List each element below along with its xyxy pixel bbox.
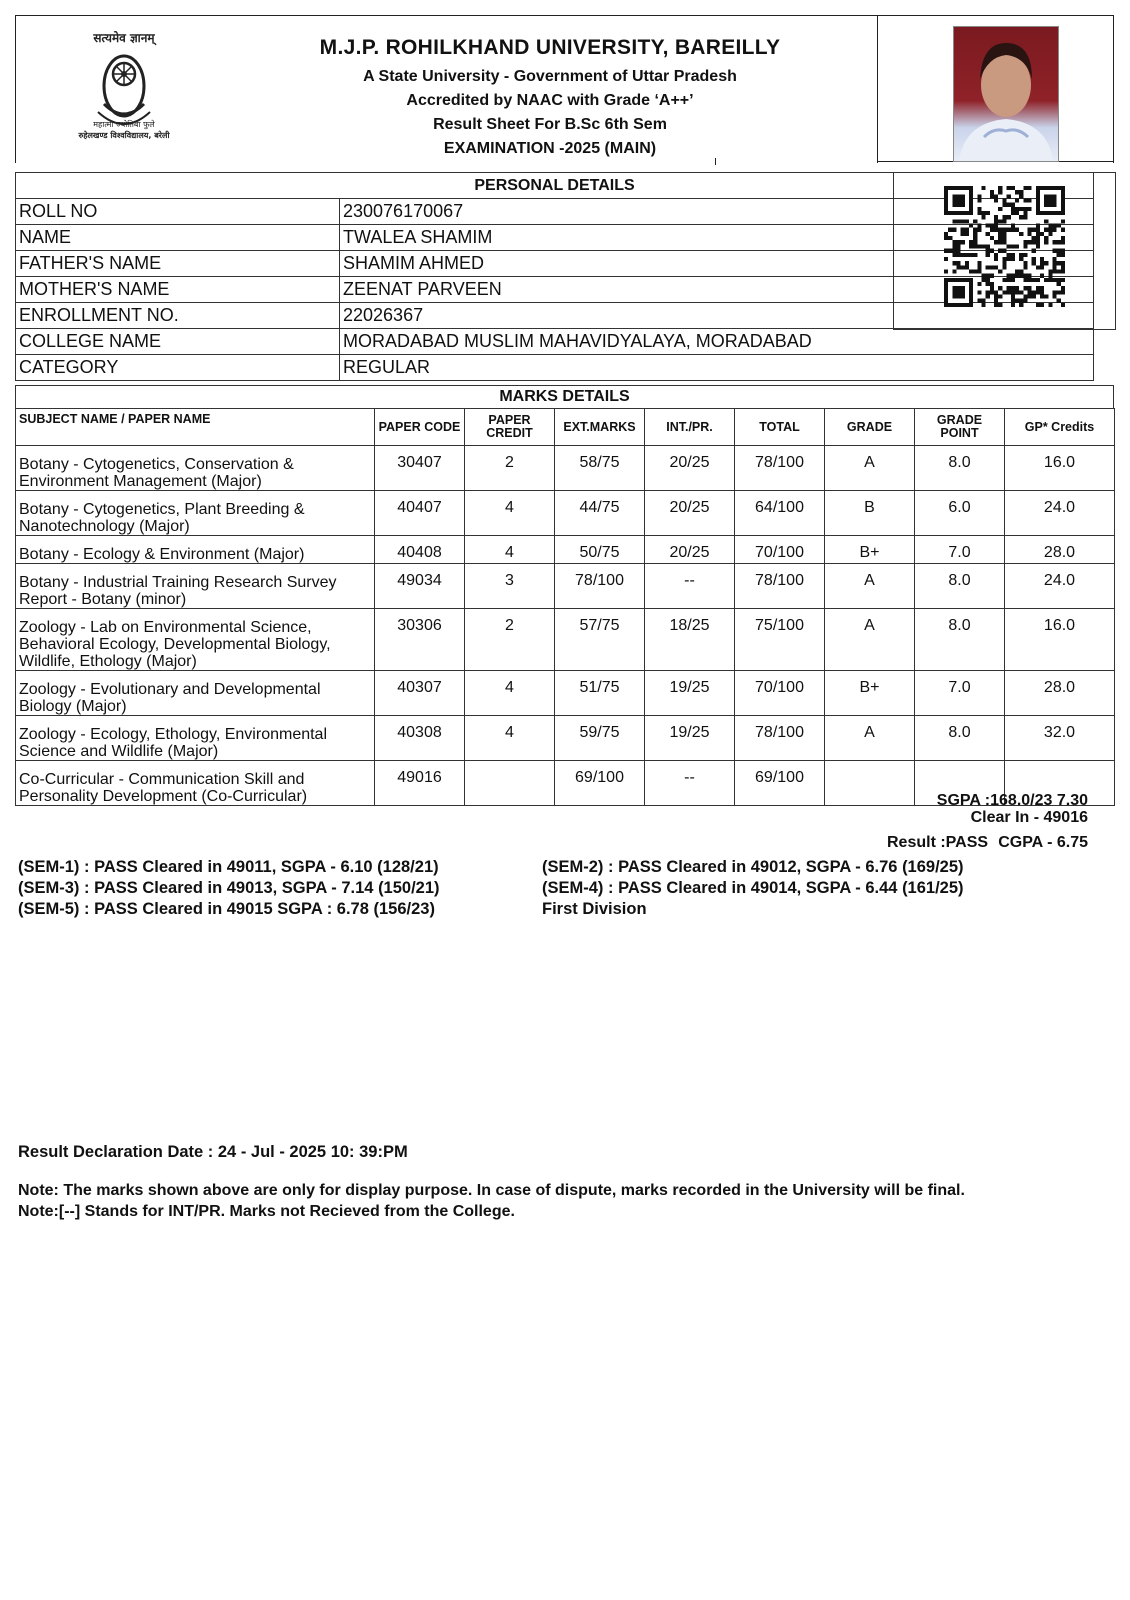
table-row [16,671,1115,716]
marks-cell-ext: 69/100 [555,761,645,806]
marks-cell-credit [465,761,555,806]
sem-4-result: (SEM-4) : PASS Cleared in 49014, SGPA - 6.44 (161/25) [542,879,964,897]
marks-cell-grade: B+ [825,671,915,716]
marks-cell-gp: 7.0 [915,536,1005,564]
marks-header: GRADE [825,409,915,446]
student-photo [953,26,1059,162]
marks-cell-total: 69/100 [735,761,825,806]
marks-cell-gpc: 28.0 [1005,671,1115,716]
marks-cell-gp: 8.0 [915,564,1005,609]
marks-header: INT./PR. [645,409,735,446]
personal-value: MORADABAD MUSLIM MAHAVIDYALAYA, MORADABAD [340,329,1094,355]
result-declaration-date: Result Declaration Date : 24 - Jul - 2025 10: 39:PM [18,1143,408,1161]
note-int-pr: Note:[--] Stands for INT/PR. Marks not Recieved from the College. [18,1203,515,1220]
header-line-1: A State University - Government of Uttar Pradesh [363,68,737,85]
marks-cell-subject: Zoology - Lab on Environmental Science, Behavioral Ecology, Developmental Biology, Wildlife, Ethology (Major) [16,609,375,671]
personal-label: FATHER'S NAME [16,251,340,277]
marks-cell-gp: 8.0 [915,716,1005,761]
marks-header: PAPER CREDIT [465,409,555,446]
header-line-2: Accredited by NAAC with Grade ‘A++’ [406,92,694,109]
marks-cell-code: 40407 [375,491,465,536]
sem-2-result: (SEM-2) : PASS Cleared in 49012, SGPA - 6.76 (169/25) [542,858,964,876]
marks-cell-credit: 2 [465,446,555,491]
personal-label: COLLEGE NAME [16,329,340,355]
marks-cell-grade: B [825,491,915,536]
table-row [16,536,1115,564]
marks-cell-credit: 4 [465,491,555,536]
marks-cell-gpc: 16.0 [1005,446,1115,491]
marks-cell-grade: A [825,716,915,761]
marks-cell-ext: 58/75 [555,446,645,491]
marks-cell-ext: 50/75 [555,536,645,564]
marks-cell-subject: Botany - Ecology & Environment (Major) [16,536,375,564]
marks-header: GP* Credits [1005,409,1115,446]
marks-cell-grade: A [825,609,915,671]
marks-cell-int: 20/25 [645,446,735,491]
personal-row [16,329,1094,355]
personal-value: SHAMIM AHMED [340,251,1094,277]
result-status: Result :PASS [887,834,989,851]
marks-cell-total: 64/100 [735,491,825,536]
university-seal-icon [68,24,180,144]
marks-header: SUBJECT NAME / PAPER NAME [16,409,375,446]
sem-3-result: (SEM-3) : PASS Cleared in 49013, SGPA - 7.14 (150/21) [18,879,440,897]
marks-cell-ext: 51/75 [555,671,645,716]
table-row [16,446,1115,491]
marks-cell-int: 20/25 [645,491,735,536]
marks-cell-credit: 4 [465,716,555,761]
marks-cell-subject: Zoology - Evolutionary and Developmental Biology (Major) [16,671,375,716]
marks-cell-credit: 3 [465,564,555,609]
marks-cell-total: 78/100 [735,446,825,491]
personal-label: NAME [16,225,340,251]
marks-cell-credit: 4 [465,536,555,564]
marks-cell-gpc: 24.0 [1005,564,1115,609]
marks-cell-total: 78/100 [735,716,825,761]
personal-value: REGULAR [340,355,1094,381]
marks-cell-gp: 6.0 [915,491,1005,536]
header-line-3: Result Sheet For B.Sc 6th Sem [433,116,667,133]
qr-box [893,172,1116,330]
personal-details-title: PERSONAL DETAILS [16,173,1094,199]
clear-in: Clear In - 49016 [970,809,1088,826]
marks-cell-subject: Botany - Cytogenetics, Plant Breeding & Nanotechnology (Major) [16,491,375,536]
marks-cell-int: 18/25 [645,609,735,671]
marks-cell-ext: 59/75 [555,716,645,761]
marks-header: PAPER CODE [375,409,465,446]
marks-cell-grade: A [825,564,915,609]
marks-cell-code: 40408 [375,536,465,564]
table-row [16,491,1115,536]
logo-top-text: सत्यमेव ज्ञानम् [93,31,155,45]
marks-cell-gpc: 28.0 [1005,536,1115,564]
logo-bottom-text-1: महात्मा ज्योतिबा फुले [93,120,155,129]
marks-details-title: MARKS DETAILS [15,385,1114,408]
cgpa: CGPA - 6.75 [998,834,1088,851]
personal-value: TWALEA SHAMIM [340,225,1094,251]
marks-cell-code: 40307 [375,671,465,716]
marks-cell-code: 30306 [375,609,465,671]
personal-value: ZEENAT PARVEEN [340,277,1094,303]
personal-value: 22026367 [340,303,1094,329]
marks-cell-code: 30407 [375,446,465,491]
personal-label: ROLL NO [16,199,340,225]
marks-cell-gpc: 32.0 [1005,716,1115,761]
marks-cell-grade [825,761,915,806]
marks-cell-int: -- [645,564,735,609]
marks-cell-gpc: 16.0 [1005,609,1115,671]
marks-cell-int: 19/25 [645,716,735,761]
marks-cell-subject: Zoology - Ecology, Ethology, Environmental Science and Wildlife (Major) [16,716,375,761]
personal-label: CATEGORY [16,355,340,381]
marks-cell-gp: 8.0 [915,609,1005,671]
sem-1-result: (SEM-1) : PASS Cleared in 49011, SGPA - 6.10 (128/21) [18,858,439,876]
marks-cell-total: 70/100 [735,671,825,716]
marks-cell-int: 19/25 [645,671,735,716]
personal-label: ENROLLMENT NO. [16,303,340,329]
marks-cell-subject: Co-Curricular - Communication Skill and Personality Development (Co-Curricular) [16,761,375,806]
marks-cell-subject: Botany - Industrial Training Research Survey Report - Botany (minor) [16,564,375,609]
logo-bottom-text-2: रुहेलखण्ड विश्वविद्यालय, बरेली [78,131,170,140]
marks-cell-total: 78/100 [735,564,825,609]
marks-cell-grade: A [825,446,915,491]
header-line-4: EXAMINATION -2025 (MAIN) [443,140,657,157]
marks-cell-gpc: 24.0 [1005,491,1115,536]
personal-label: MOTHER'S NAME [16,277,340,303]
marks-cell-int: 20/25 [645,536,735,564]
marks-cell-total: 70/100 [735,536,825,564]
sem-5-result: (SEM-5) : PASS Cleared in 49015 SGPA : 6.78 (156/23) [18,900,435,918]
table-row [16,564,1115,609]
marks-cell-gp: 8.0 [915,446,1005,491]
marks-cell-credit: 2 [465,609,555,671]
marks-cell-gp: 7.0 [915,671,1005,716]
marks-header: EXT.MARKS [555,409,645,446]
marks-header: GRADE POINT [915,409,1005,446]
marks-cell-code: 40308 [375,716,465,761]
marks-cell-ext: 78/100 [555,564,645,609]
university-name: M.J.P. ROHILKHAND UNIVERSITY, BAREILLY [319,36,781,59]
marks-cell-ext: 44/75 [555,491,645,536]
marks-cell-ext: 57/75 [555,609,645,671]
marks-cell-total: 75/100 [735,609,825,671]
marks-details [15,385,1114,806]
table-row [16,716,1115,761]
division: First Division [542,900,647,918]
note-display-purpose: Note: The marks shown above are only for display purpose. In case of dispute, marks recorded in the University will be final. [18,1182,965,1199]
table-row [16,609,1115,671]
marks-table [15,408,1115,806]
marks-cell-code: 49016 [375,761,465,806]
personal-row [16,355,1094,381]
marks-cell-grade: B+ [825,536,915,564]
qr-code-icon [944,186,1065,307]
sgpa-summary: SGPA :168.0/23 7.30 [936,792,1088,809]
marks-cell-int: -- [645,761,735,806]
personal-value: 230076170067 [340,199,1094,225]
marks-cell-credit: 4 [465,671,555,716]
marks-cell-code: 49034 [375,564,465,609]
marks-header: TOTAL [735,409,825,446]
marks-cell-subject: Botany - Cytogenetics, Conservation & Environment Management (Major) [16,446,375,491]
